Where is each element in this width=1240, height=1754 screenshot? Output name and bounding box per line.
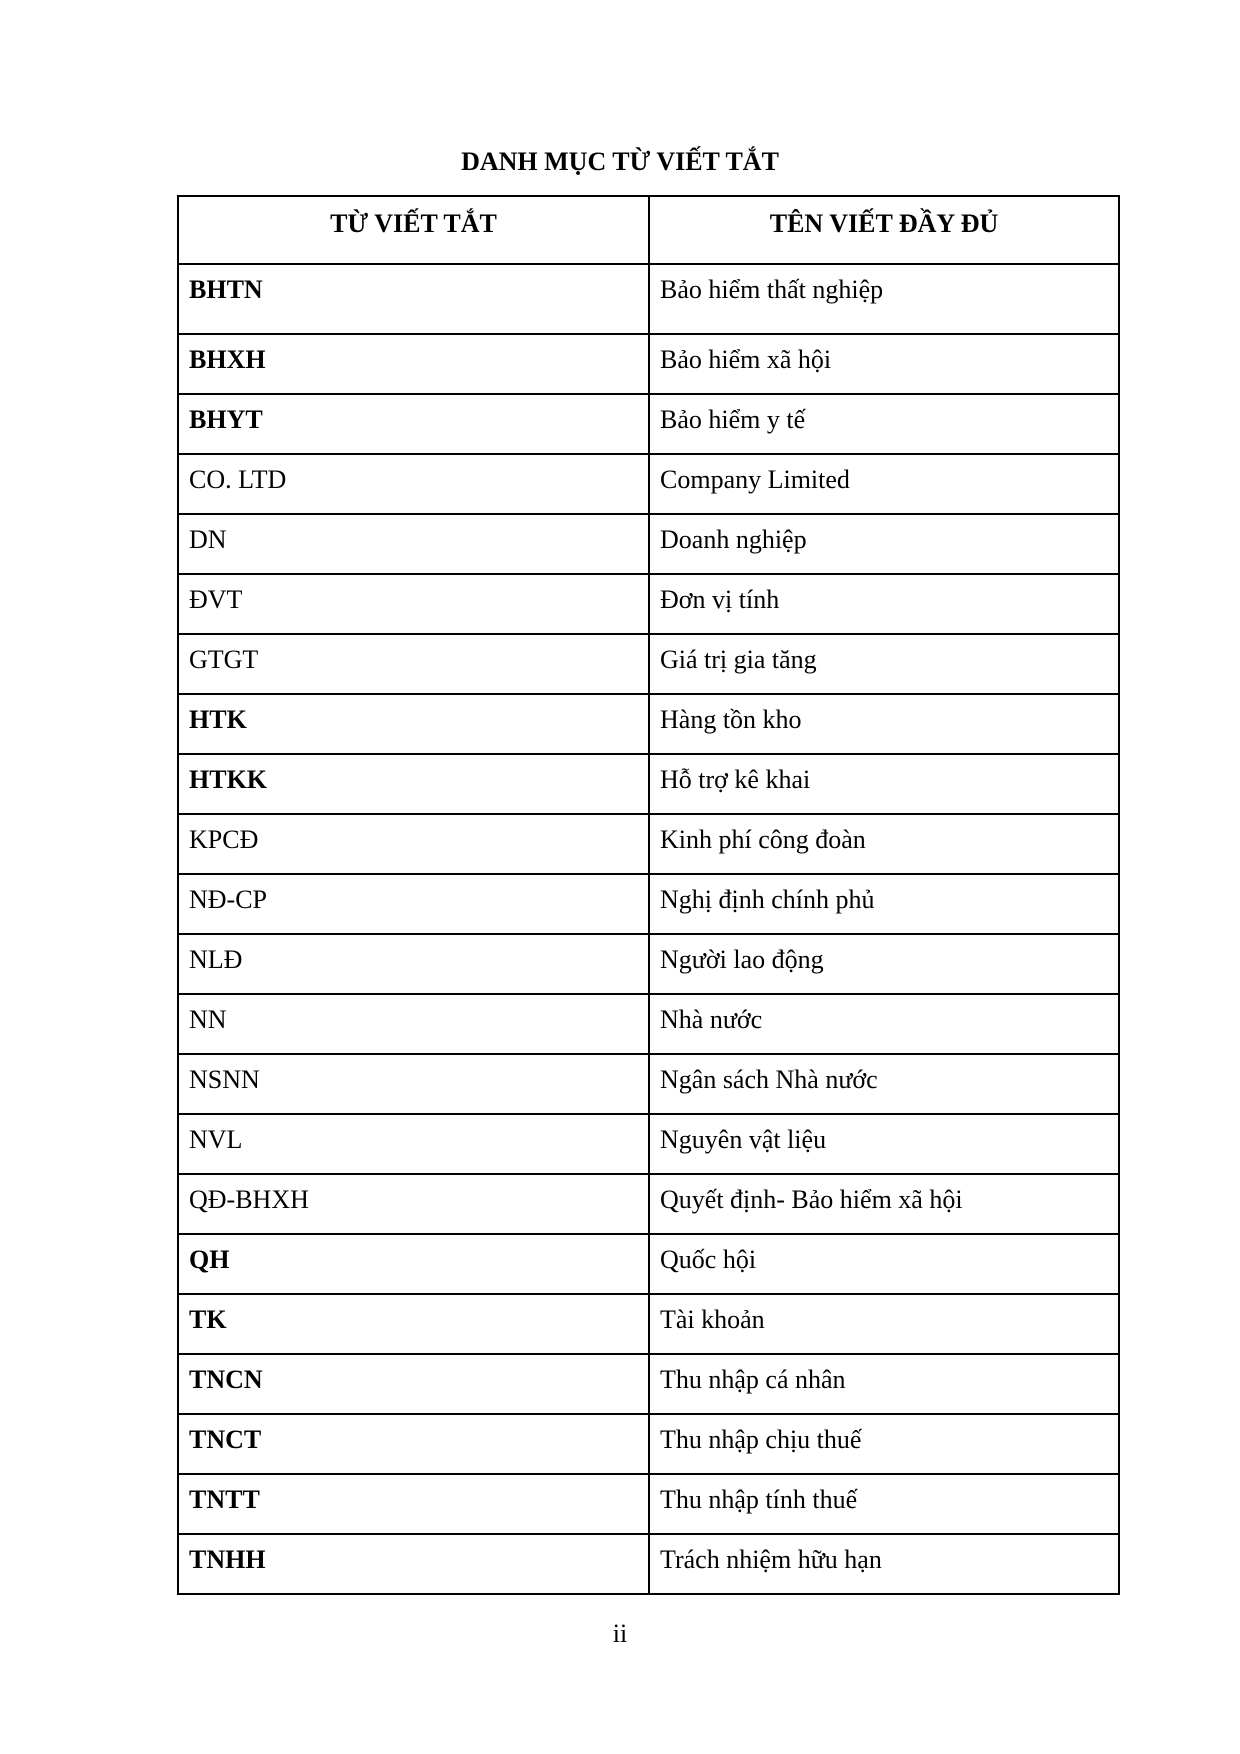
table-row	[178, 1054, 1119, 1114]
full-name-cell: Quốc hội	[649, 1234, 1119, 1294]
table-row	[178, 814, 1119, 874]
table-row	[178, 754, 1119, 814]
full-name-cell: Thu nhập tính thuế	[649, 1474, 1119, 1534]
full-name-cell: Kinh phí công đoàn	[649, 814, 1119, 874]
page-number: ii	[612, 1619, 628, 1648]
table-row	[178, 1234, 1119, 1294]
abbreviation-cell: NLĐ	[178, 934, 649, 994]
table-row	[178, 874, 1119, 934]
table-row	[178, 1354, 1119, 1414]
full-name-cell: Nhà nước	[649, 994, 1119, 1054]
full-name-cell: Bảo hiểm thất nghiệp	[649, 264, 1119, 334]
abbreviation-cell: DN	[178, 514, 649, 574]
full-name-cell: Quyết định- Bảo hiểm xã hội	[649, 1174, 1119, 1234]
abbreviation-cell: QH	[178, 1234, 649, 1294]
abbreviation-cell: HTKK	[178, 754, 649, 814]
abbreviation-cell: CO. LTD	[178, 454, 649, 514]
abbreviation-cell: ĐVT	[178, 574, 649, 634]
abbreviation-table	[177, 195, 1120, 1595]
full-name-cell: Company Limited	[649, 454, 1119, 514]
full-name-cell: Trách nhiệm hữu hạn	[649, 1534, 1119, 1594]
full-name-cell: Tài khoản	[649, 1294, 1119, 1354]
full-name-cell: Thu nhập cá nhân	[649, 1354, 1119, 1414]
abbreviation-cell: TNCT	[178, 1414, 649, 1474]
abbreviation-cell: HTK	[178, 694, 649, 754]
table-row	[178, 514, 1119, 574]
abbreviation-cell: BHXH	[178, 334, 649, 394]
full-name-cell: Ngân sách Nhà nước	[649, 1054, 1119, 1114]
abbreviation-cell: NSNN	[178, 1054, 649, 1114]
abbreviation-cell: BHTN	[178, 264, 649, 334]
table-row	[178, 334, 1119, 394]
abbreviation-cell: NN	[178, 994, 649, 1054]
abbreviation-cell: QĐ-BHXH	[178, 1174, 649, 1234]
table-row	[178, 574, 1119, 634]
table-row	[178, 454, 1119, 514]
table-row	[178, 1294, 1119, 1354]
abbreviation-cell: BHYT	[178, 394, 649, 454]
table-row	[178, 1114, 1119, 1174]
table-row	[178, 394, 1119, 454]
full-name-cell: Đơn vị tính	[649, 574, 1119, 634]
abbreviation-cell: GTGT	[178, 634, 649, 694]
abbreviation-cell: KPCĐ	[178, 814, 649, 874]
full-name-cell: Hỗ trợ kê khai	[649, 754, 1119, 814]
abbreviation-cell: TNCN	[178, 1354, 649, 1414]
header-full-name: TÊN VIẾT ĐẦY ĐỦ	[649, 196, 1119, 264]
full-name-cell: Người lao động	[649, 934, 1119, 994]
table-row	[178, 1534, 1119, 1594]
table-row	[178, 1474, 1119, 1534]
table-row	[178, 934, 1119, 994]
table-row	[178, 634, 1119, 694]
table-row	[178, 994, 1119, 1054]
full-name-cell: Nghị định chính phủ	[649, 874, 1119, 934]
table-row	[178, 1414, 1119, 1474]
table-body	[178, 264, 1119, 1594]
full-name-cell: Bảo hiểm y tế	[649, 394, 1119, 454]
abbreviation-cell: NVL	[178, 1114, 649, 1174]
full-name-cell: Nguyên vật liệu	[649, 1114, 1119, 1174]
abbreviation-cell: TK	[178, 1294, 649, 1354]
full-name-cell: Doanh nghiệp	[649, 514, 1119, 574]
full-name-cell: Giá trị gia tăng	[649, 634, 1119, 694]
page-title: DANH MỤC TỪ VIẾT TẮT	[461, 147, 779, 176]
full-name-cell: Hàng tồn kho	[649, 694, 1119, 754]
table-row	[178, 1174, 1119, 1234]
full-name-cell: Thu nhập chịu thuế	[649, 1414, 1119, 1474]
full-name-cell: Bảo hiểm xã hội	[649, 334, 1119, 394]
table-header-row	[178, 196, 1119, 264]
table-row	[178, 264, 1119, 334]
abbreviation-cell: NĐ-CP	[178, 874, 649, 934]
abbreviation-cell: TNTT	[178, 1474, 649, 1534]
abbreviation-cell: TNHH	[178, 1534, 649, 1594]
header-abbreviation: TỪ VIẾT TẮT	[178, 196, 649, 264]
table-row	[178, 694, 1119, 754]
